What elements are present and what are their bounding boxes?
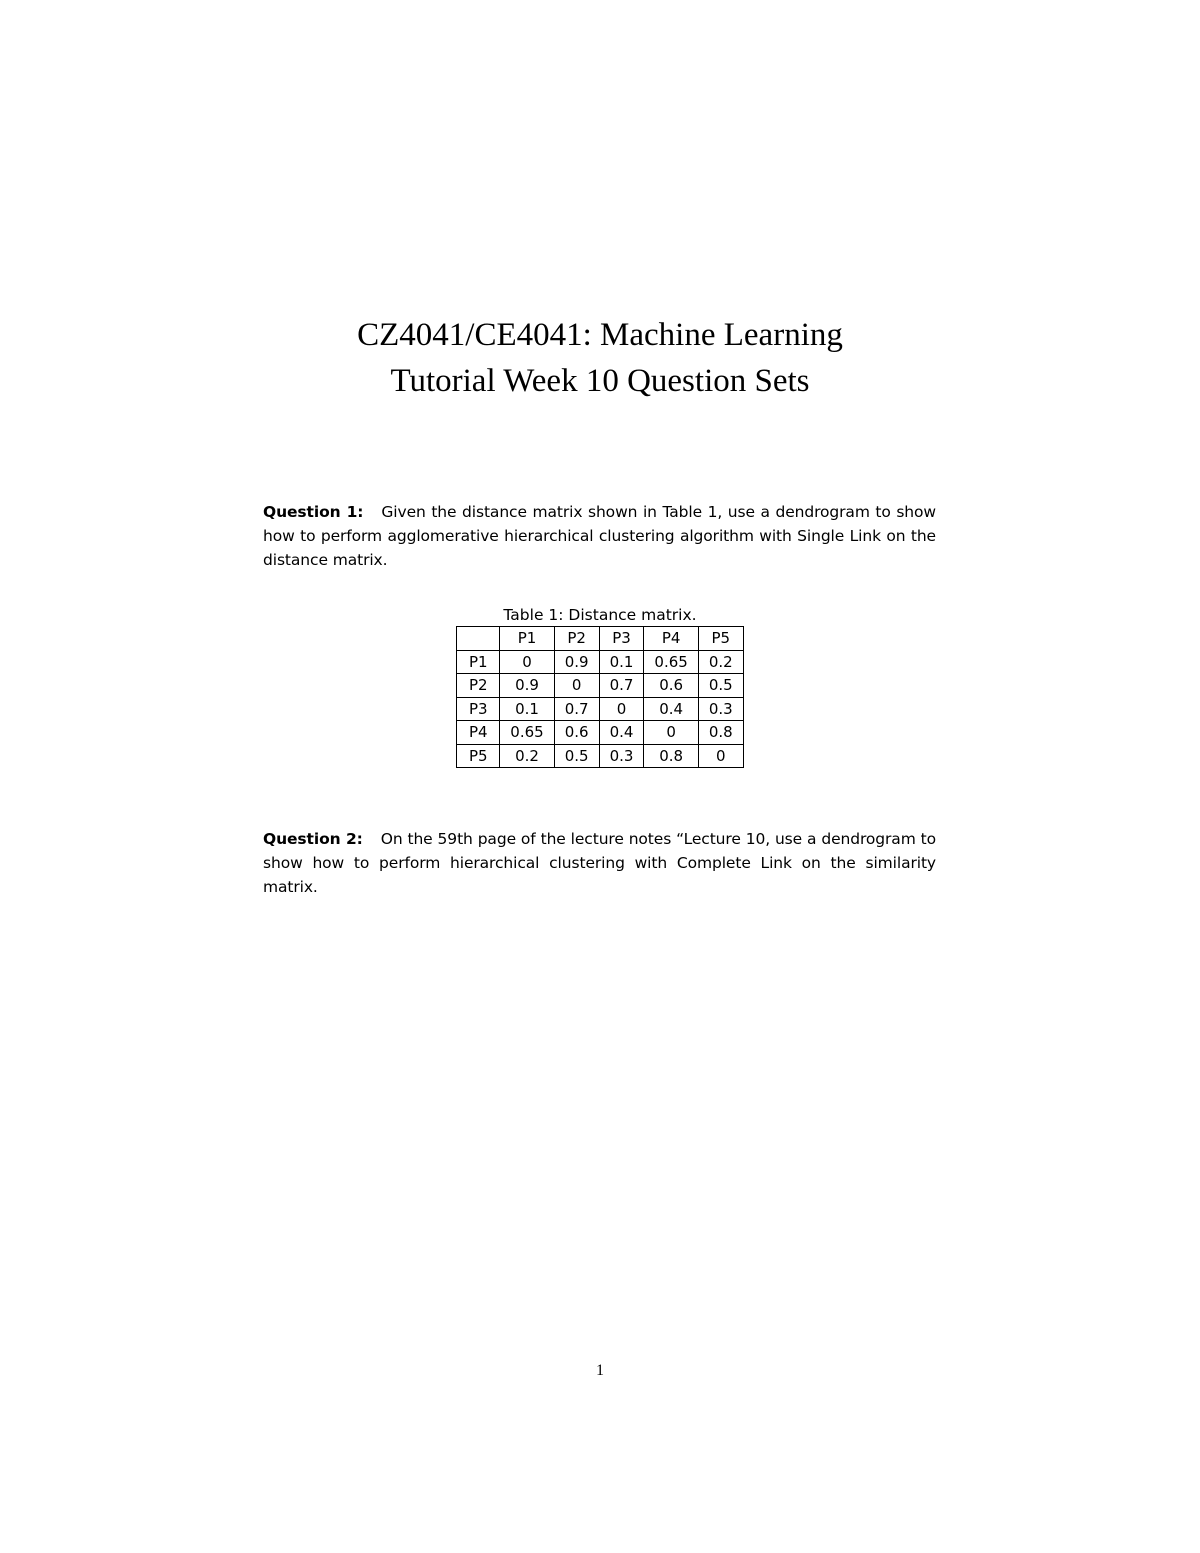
question-2 — [263, 827, 936, 899]
table-cell: 0.9 — [554, 650, 599, 674]
table-cell: 0.7 — [599, 674, 644, 698]
question-1-label: Question 1: — [263, 503, 364, 521]
table-cell: 0.5 — [554, 744, 599, 768]
table-row-header: P2 — [457, 674, 500, 698]
table-row-header: P1 — [457, 650, 500, 674]
table-cell: 0.6 — [554, 721, 599, 745]
table-cell: 0.2 — [698, 650, 743, 674]
table-cell: 0.2 — [500, 744, 554, 768]
table-cell: 0.1 — [500, 697, 554, 721]
table-cell: 0.3 — [698, 697, 743, 721]
table-row — [457, 650, 743, 674]
table-row — [457, 674, 743, 698]
table-cell: 0.9 — [500, 674, 554, 698]
table-row — [457, 744, 743, 768]
table-cell: 0.65 — [500, 721, 554, 745]
question-1-text: Given the distance matrix shown in Table 1, use a dendrogram to show how to perform agglomerative hierarchical clustering algorithm with Single Link on the distance matrix. — [263, 503, 936, 569]
table-cell: 0 — [698, 744, 743, 768]
table-column-header: P1 — [500, 627, 554, 651]
table-cell: 0.65 — [644, 650, 698, 674]
table-header-row — [457, 627, 743, 651]
table-cell: 0.4 — [644, 697, 698, 721]
table-cell: 0.1 — [599, 650, 644, 674]
table-column-header: P5 — [698, 627, 743, 651]
distance-matrix-table — [456, 626, 743, 768]
table-row-header: P3 — [457, 697, 500, 721]
table-cell: 0 — [500, 650, 554, 674]
table-cell: 0.5 — [698, 674, 743, 698]
table-cell: 0.8 — [698, 721, 743, 745]
page-number: 1 — [596, 1362, 604, 1379]
document-title — [0, 312, 1200, 404]
title-course: CZ4041/CE4041: Machine Learning — [357, 317, 843, 353]
table-cell: 0 — [554, 674, 599, 698]
table-cell: 0.3 — [599, 744, 644, 768]
question-2-text: On the 59th page of the lecture notes “Lecture 10, use a dendrogram to show how to perform hierarchical clustering with Complete Link on the similarity matrix. — [263, 830, 936, 896]
question-1 — [263, 500, 936, 572]
table-cell: 0.4 — [599, 721, 644, 745]
table-column-header: P2 — [554, 627, 599, 651]
table-cell: 0.6 — [644, 674, 698, 698]
table-caption: Table 1: Distance matrix. — [503, 606, 697, 624]
table-cell: 0.7 — [554, 697, 599, 721]
question-2-label: Question 2: — [263, 830, 363, 848]
table-row — [457, 697, 743, 721]
table-cell: 0.8 — [644, 744, 698, 768]
table-column-header: P3 — [599, 627, 644, 651]
table-cell: 0 — [599, 697, 644, 721]
table-cell: 0 — [644, 721, 698, 745]
table-row-header: P5 — [457, 744, 500, 768]
table-corner-cell — [457, 627, 500, 651]
title-subtitle: Tutorial Week 10 Question Sets — [390, 363, 810, 399]
table-row-header: P4 — [457, 721, 500, 745]
table-column-header: P4 — [644, 627, 698, 651]
table-row — [457, 721, 743, 745]
distance-matrix-table-block — [0, 604, 1200, 768]
